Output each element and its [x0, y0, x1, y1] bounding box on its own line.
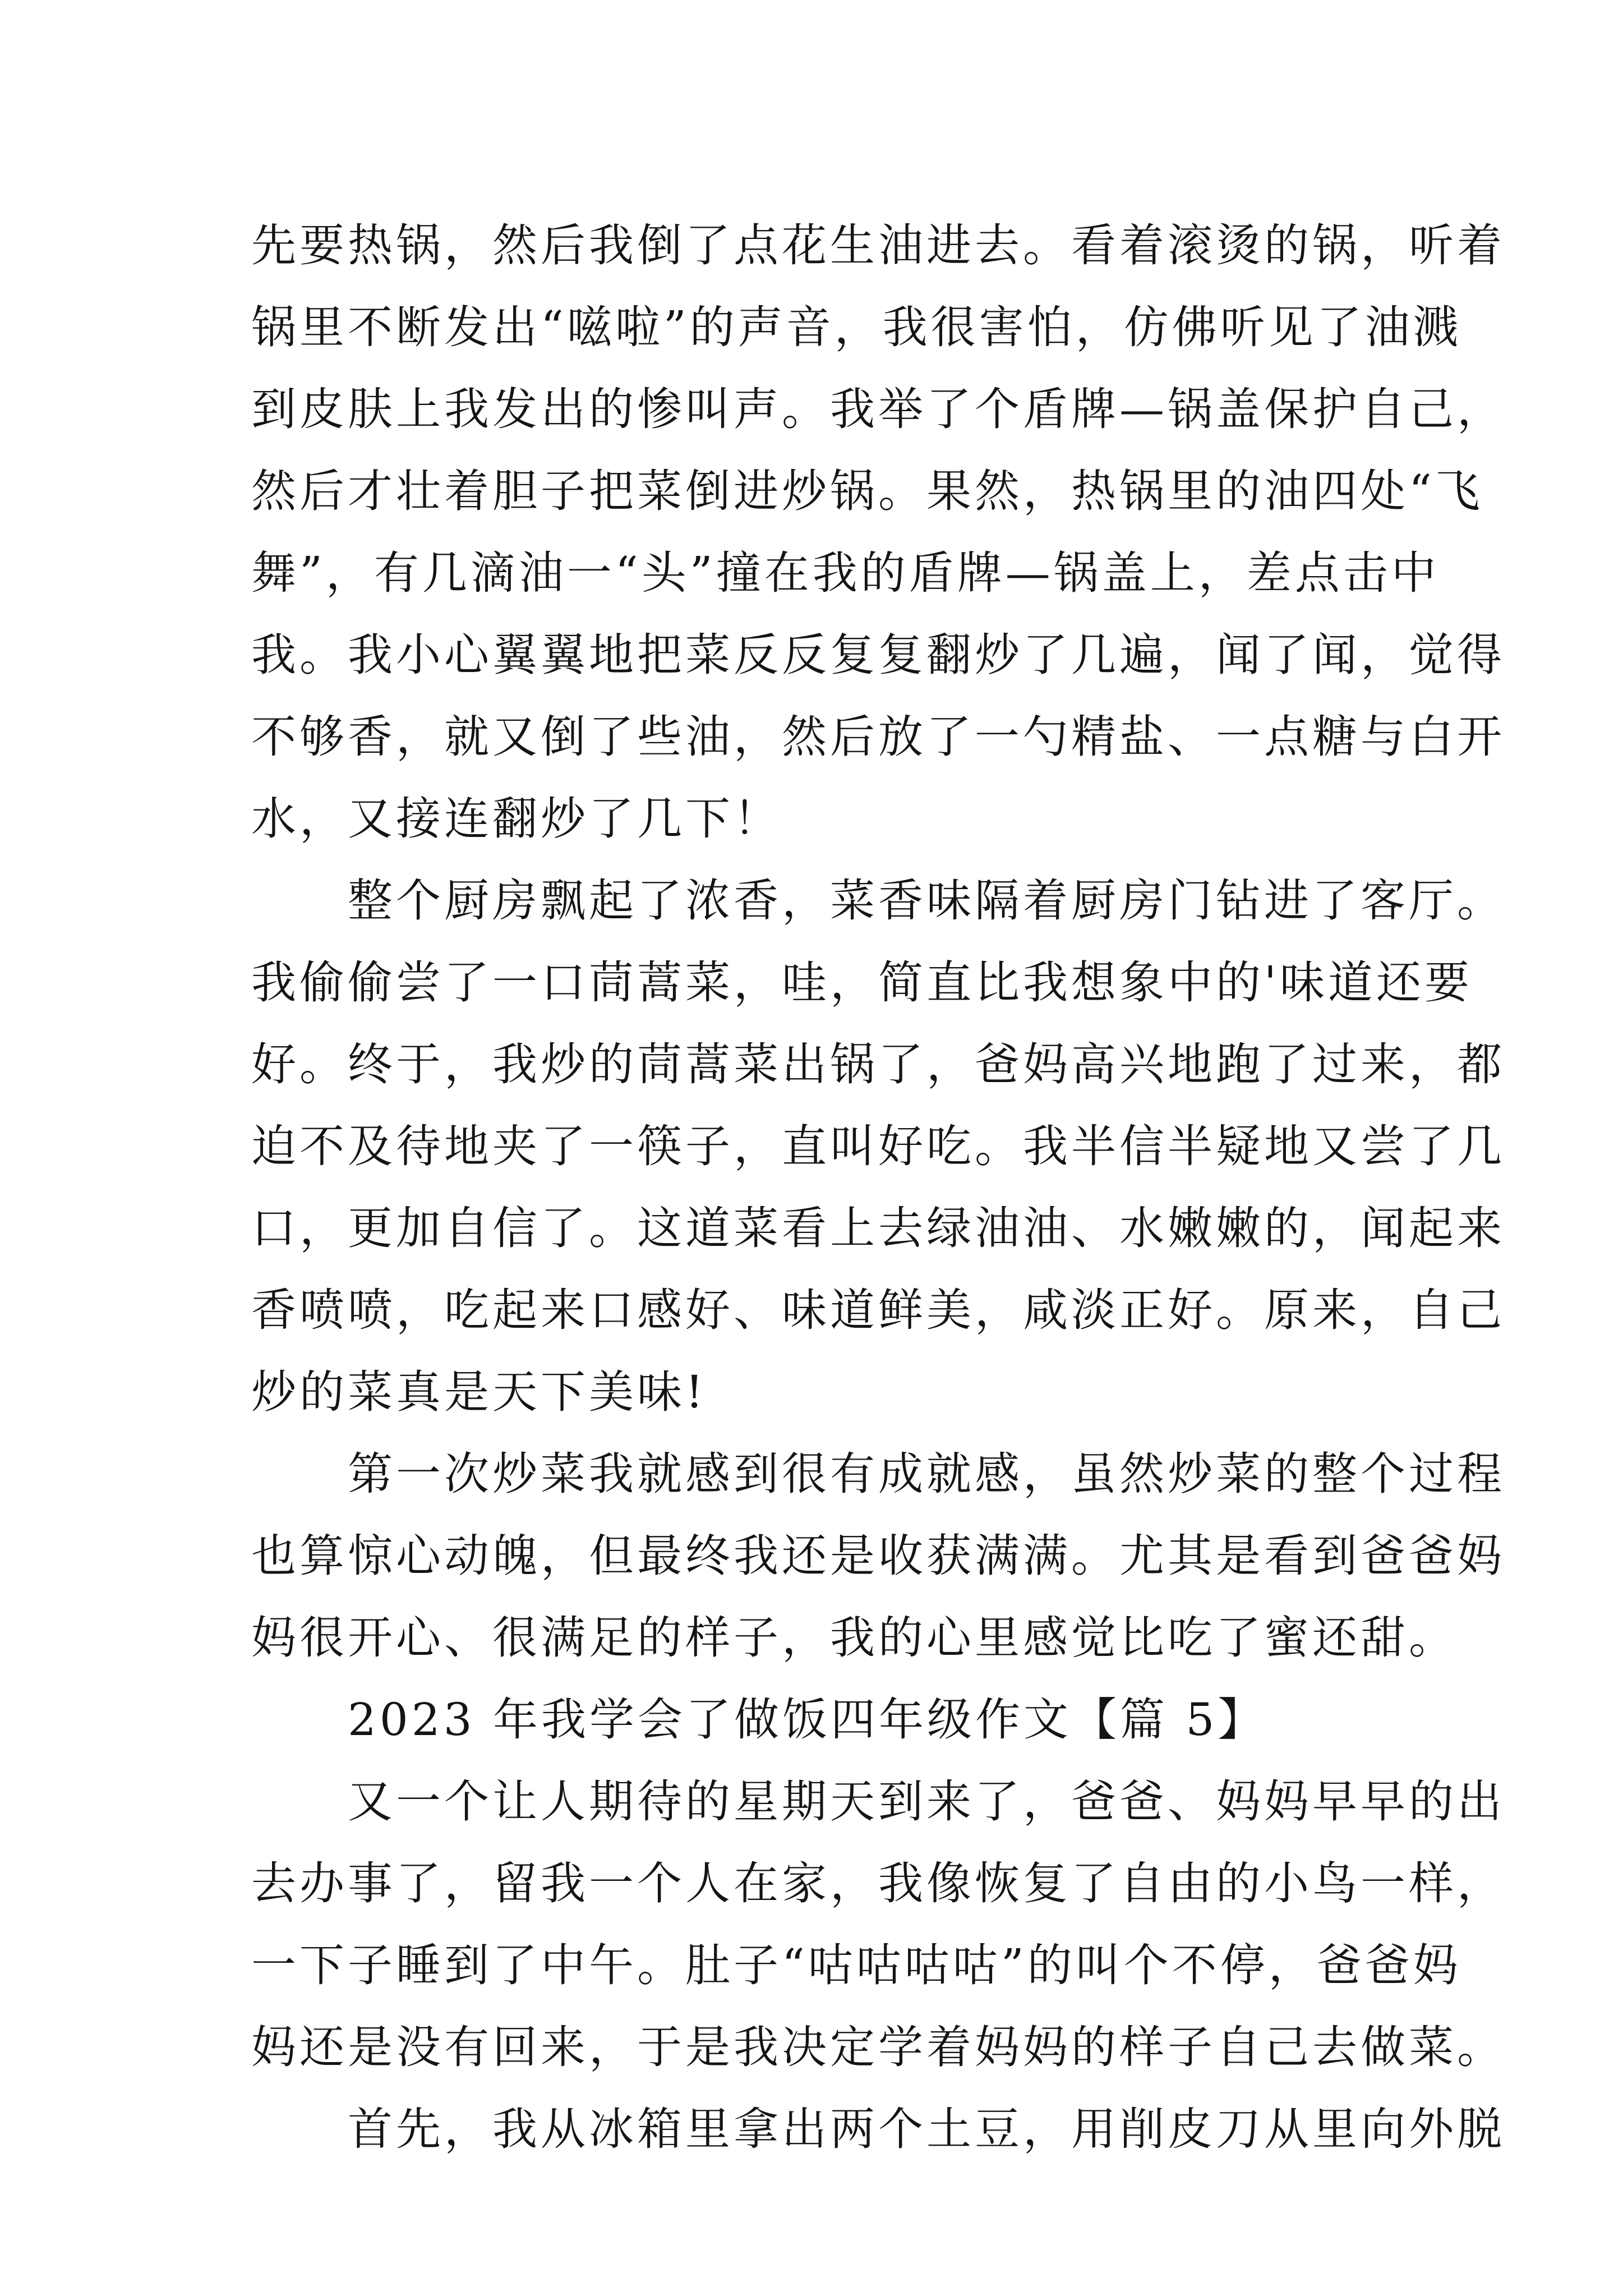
text-line: 先要热锅，然后我倒了点花生油进去。看着滚烫的锅，听着 — [251, 219, 1505, 272]
text-line: 迫不及待地夹了一筷子，直叫好吃。我半信半疑地又尝了几 — [251, 1120, 1505, 1172]
paragraph-start-line: 整个厨房飘起了浓香，菜香味隔着厨房门钻进了客厅。 — [251, 875, 1505, 927]
text-line: 也算惊心动魄，但最终我还是收获满满。尤其是看到爸爸妈 — [251, 1530, 1505, 1582]
text-line: 然后才壮着胆子把菜倒进炒锅。果然，热锅里的油四处“飞 — [251, 465, 1483, 517]
text-line: 舞”，有几滴油一“头”撞在我的盾牌—锅盖上，差点击中 — [251, 547, 1440, 599]
section-heading: 2023 年我学会了做饭四年级作文【篇 5】 — [251, 1694, 1266, 1746]
text-line: 我。我小心翼翼地把菜反反复复翻炒了几遍，闻了闻，觉得 — [251, 629, 1505, 681]
text-line: 锅里不断发出“嗞啦”的声音，我很害怕，仿佛听见了油溅 — [251, 301, 1461, 353]
paragraph-start-line: 首先，我从冰箱里拿出两个土豆，用削皮刀从里向外脱 — [251, 2103, 1505, 2155]
text-line: 好。终于，我炒的茼蒿菜出锅了，爸妈高兴地跑了过来，都 — [251, 1038, 1505, 1091]
paragraph-start-line: 第一次炒菜我就感到很有成就感，虽然炒菜的整个过程 — [251, 1448, 1505, 1500]
text-line: 一下子睡到了中午。肚子“咕咕咕咕”的叫个不停，爸爸妈 — [251, 1939, 1461, 1991]
text-line: 口，更加自信了。这道菜看上去绿油油、水嫩嫩的，闻起来 — [251, 1202, 1505, 1254]
text-line: 妈很开心、很满足的样子，我的心里感觉比吃了蜜还甜。 — [251, 1612, 1457, 1664]
text-line: 到皮肤上我发出的惨叫声。我举了个盾牌—锅盖保护自己， — [251, 383, 1505, 435]
text-line: 妈还是没有回来，于是我决定学着妈妈的样子自己去做菜。 — [251, 2021, 1505, 2073]
text-line: 水，又接连翻炒了几下！ — [251, 793, 782, 845]
text-line: 我偷偷尝了一口茼蒿菜，哇，简直比我想象中的'味道还要 — [251, 956, 1473, 1009]
text-line: 香喷喷，吃起来口感好、味道鲜美，咸淡正好。原来，自己 — [251, 1284, 1505, 1336]
text-line: 去办事了，留我一个人在家，我像恢复了自由的小鸟一样， — [251, 1857, 1505, 1910]
paragraph-start-line: 又一个让人期待的星期天到来了，爸爸、妈妈早早的出 — [251, 1775, 1505, 1828]
text-line: 不够香，就又倒了些油，然后放了一勺精盐、一点糖与白开 — [251, 711, 1505, 763]
text-line: 炒的菜真是天下美味! — [251, 1366, 707, 1418]
